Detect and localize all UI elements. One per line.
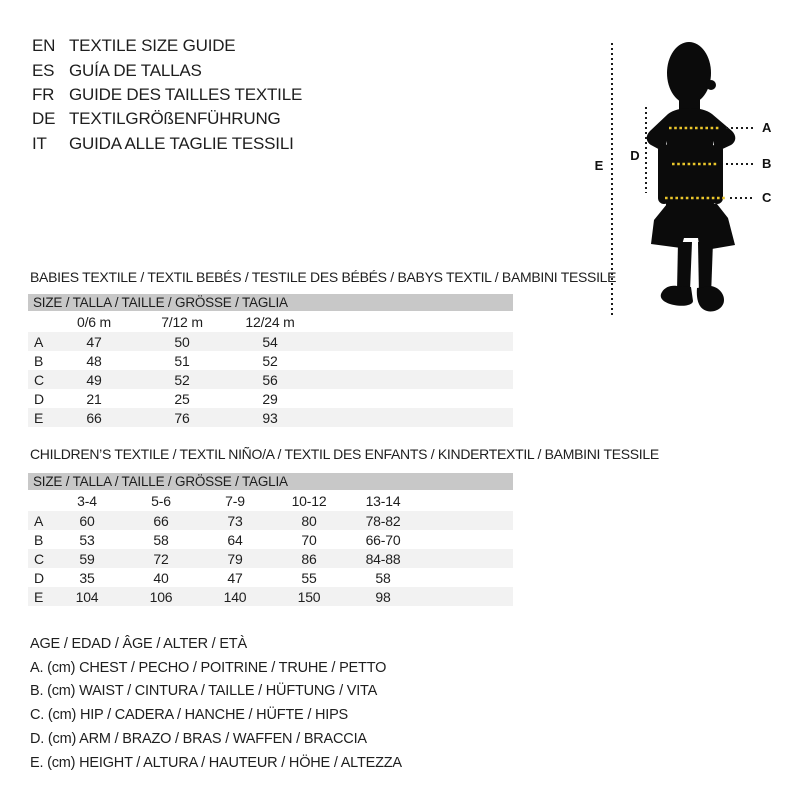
table-cell: 52 [174, 371, 190, 388]
table-cell: 86 [301, 550, 317, 567]
babies-section-title: BABIES TEXTILE / TEXTIL BEBÉS / TESTILE DES BÉBÉS / BABYS TEXTIL / BAMBINI TESSILE [30, 269, 617, 285]
table-row [28, 389, 513, 408]
babies-size-table [28, 311, 513, 427]
table-cell: 48 [86, 352, 102, 369]
waist-label-b: B [762, 156, 772, 171]
table-cell: 79 [227, 550, 243, 567]
measurement-legend [30, 633, 402, 775]
table-cell: 53 [79, 531, 95, 548]
table-row [28, 408, 513, 427]
height-label-e: E [594, 158, 604, 173]
table-cell: 50 [174, 333, 190, 350]
chest-label-a: A [762, 120, 772, 135]
children-section [28, 446, 659, 606]
table-row [28, 511, 513, 530]
column-header: 13-14 [365, 492, 401, 509]
language-code: EN [32, 36, 56, 56]
language-title: GUIDA ALLE TAGLIE TESSILI [69, 133, 294, 153]
table-cell: 25 [174, 390, 190, 407]
children-section-title: CHILDREN’S TEXTILE / TEXTIL NIÑO/A / TEXTIL DES ENFANTS / KINDERTEXTIL / BAMBINI TESSILE [30, 446, 659, 462]
table-row [28, 332, 513, 351]
row-label: B [34, 531, 44, 548]
language-code: ES [32, 60, 55, 80]
table-cell: 47 [86, 333, 102, 350]
row-label: C [34, 550, 44, 567]
babies-size-header-bar: SIZE / TALLA / TAILLE / GRÖSSE / TAGLIA [28, 294, 513, 311]
table-cell: 60 [79, 512, 95, 529]
legend-line-chest: A. (cm) CHEST / PECHO / POITRINE / TRUHE / PETTO [30, 659, 387, 676]
row-label: A [34, 512, 44, 529]
table-cell: 78-82 [365, 512, 401, 529]
row-label: D [34, 390, 44, 407]
table-cell: 76 [174, 409, 190, 426]
row-label: E [34, 409, 44, 426]
table-cell: 66-70 [365, 531, 401, 548]
language-title: TEXTILGRÖßENFÜHRUNG [69, 109, 281, 129]
table-row [28, 568, 513, 587]
legend-line-waist: B. (cm) WAIST / CINTURA / TAILLE / HÜFTUNG / VITA [30, 683, 378, 700]
column-header: 3-4 [77, 492, 97, 509]
table-cell: 59 [79, 550, 95, 567]
table-cell: 58 [375, 569, 391, 586]
row-label: B [34, 352, 44, 369]
language-row [32, 58, 302, 82]
language-code: FR [32, 84, 55, 104]
table-cell: 47 [227, 569, 243, 586]
row-label: A [34, 333, 44, 350]
legend-line-hip: C. (cm) HIP / CADERA / HANCHE / HÜFTE / HIPS [30, 707, 349, 724]
table-row [28, 530, 513, 549]
table-cell: 93 [262, 409, 278, 426]
table-cell: 56 [262, 371, 278, 388]
language-title: TEXTILE SIZE GUIDE [69, 36, 236, 56]
column-header: 12/24 m [245, 313, 295, 330]
children-size-header-bar: SIZE / TALLA / TAILLE / GRÖSSE / TAGLIA [28, 473, 513, 490]
legend-line-arm: D. (cm) ARM / BRAZO / BRAS / WAFFEN / BRACCIA [30, 730, 367, 747]
children-size-table [28, 490, 513, 606]
table-cell: 49 [86, 371, 102, 388]
column-header: 7/12 m [161, 313, 203, 330]
legend-line-height: E. (cm) HEIGHT / ALTURA / HAUTEUR / HÖHE / ALTEZZA [30, 754, 402, 771]
column-header: 10-12 [291, 492, 327, 509]
table-cell: 51 [174, 352, 190, 369]
table-cell: 54 [262, 333, 278, 350]
column-header: 5-6 [151, 492, 171, 509]
babies-column-header-row [28, 311, 513, 332]
table-cell: 80 [301, 512, 317, 529]
table-cell: 55 [301, 569, 317, 586]
table-row [28, 587, 513, 606]
table-cell: 73 [227, 512, 243, 529]
language-title: GUÍA DE TALLAS [69, 60, 202, 80]
table-cell: 150 [297, 588, 321, 605]
table-row [28, 549, 513, 568]
language-row [32, 132, 302, 156]
table-cell: 104 [75, 588, 99, 605]
table-cell: 40 [153, 569, 169, 586]
arm-label-d: D [630, 148, 640, 163]
row-label: E [34, 588, 44, 605]
table-cell: 66 [153, 512, 169, 529]
row-label: D [34, 569, 44, 586]
table-cell: 106 [149, 588, 173, 605]
table-cell: 98 [375, 588, 391, 605]
table-cell: 29 [262, 390, 278, 407]
language-title: GUIDE DES TAILLES TEXTILE [69, 84, 303, 104]
table-cell: 21 [86, 390, 102, 407]
language-code: DE [32, 109, 56, 129]
table-cell: 72 [153, 550, 169, 567]
table-cell: 35 [79, 569, 95, 586]
table-cell: 70 [301, 531, 317, 548]
table-cell: 84-88 [365, 550, 401, 567]
child-silhouette-icon [647, 42, 736, 311]
table-cell: 64 [227, 531, 243, 548]
babies-section [28, 269, 617, 427]
language-row [32, 107, 302, 131]
table-cell: 66 [86, 409, 102, 426]
table-cell: 140 [223, 588, 247, 605]
table-cell: 58 [153, 531, 169, 548]
legend-line-age: AGE / EDAD / ÂGE / ALTER / ETÀ [30, 636, 247, 652]
table-row [28, 351, 513, 370]
children-column-header-row [28, 490, 513, 511]
table-cell: 52 [262, 352, 278, 369]
language-code: IT [32, 133, 47, 153]
language-row [32, 34, 302, 58]
language-list [32, 34, 302, 156]
language-row [32, 83, 302, 107]
hip-label-c: C [762, 190, 772, 205]
table-row [28, 370, 513, 389]
column-header: 7-9 [225, 492, 245, 509]
column-header: 0/6 m [76, 313, 111, 330]
row-label: C [34, 371, 44, 388]
